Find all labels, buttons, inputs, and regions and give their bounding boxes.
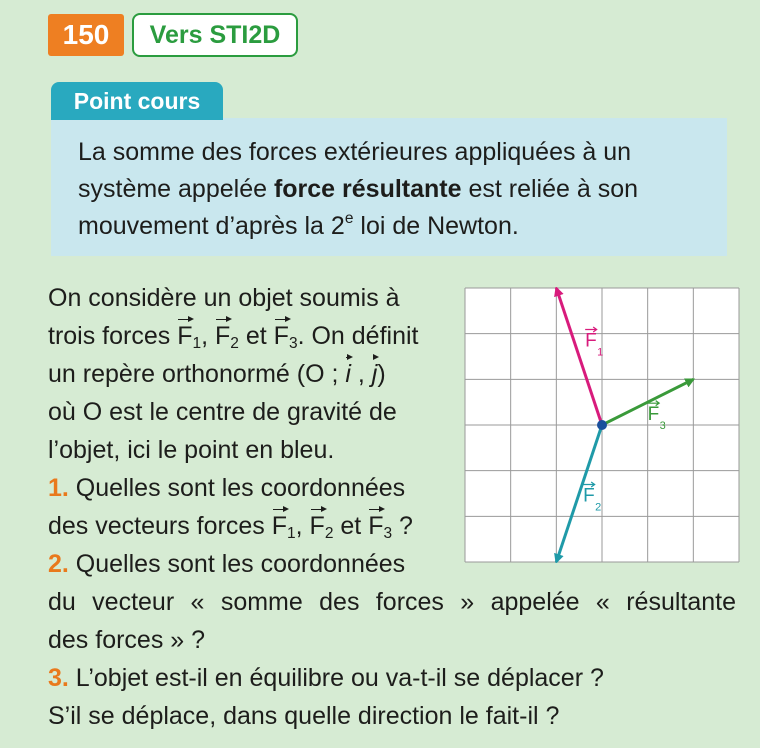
sub-1: 1	[287, 524, 296, 542]
intro-3a: un repère orthonormé (O ;	[48, 360, 346, 388]
sub-2: 2	[230, 334, 239, 352]
pc-sup: e	[344, 210, 354, 228]
intro-2c: . On définit	[297, 322, 419, 350]
pc-line-2a: système appelée	[78, 175, 274, 203]
q1-qmark: ?	[392, 512, 413, 540]
exercise-number: 150	[48, 14, 124, 56]
force-f1-label: F	[585, 330, 597, 352]
force-f1-subscript: 1	[597, 346, 604, 359]
comma: ,	[295, 512, 303, 540]
question-2-line-2: du vecteur « somme des forces » appelée « résultante	[48, 588, 736, 616]
question-1-line-1	[48, 474, 405, 503]
pc-key-term: force résultante	[273, 175, 462, 203]
center-of-gravity-point	[597, 420, 607, 430]
level-tag: Vers STI2D	[132, 13, 298, 57]
pc-line-2	[78, 171, 638, 208]
sub-3: 3	[288, 334, 298, 352]
force-f2-subscript: 2	[595, 501, 602, 514]
vector-i: i	[345, 360, 351, 388]
sub-3: 3	[383, 524, 393, 542]
pc-line-1: La somme des forces extérieures appliquées à un	[78, 138, 632, 166]
sub-2: 2	[324, 524, 334, 542]
comma: ,	[201, 322, 209, 350]
sub-1: 1	[192, 334, 202, 352]
vector-f1: F	[271, 512, 287, 540]
intro-2a: trois forces	[48, 322, 178, 350]
question-1-text: Quelles sont les coordonnées	[68, 474, 406, 502]
intro-2b: et	[238, 322, 274, 350]
intro-line-4: où O est le centre de gravité de	[48, 398, 397, 426]
q1-2a: des vecteurs forces	[48, 512, 272, 540]
point-cours-text	[78, 134, 638, 245]
force-f2-label: F	[583, 485, 595, 507]
vector-f1: F	[177, 322, 193, 350]
vector-f2: F	[309, 512, 325, 540]
intro-line-1: On considère un objet soumis à	[48, 284, 400, 312]
vector-f3: F	[368, 512, 384, 540]
force-diagram	[464, 287, 740, 563]
force-f3-subscript: 3	[659, 420, 666, 433]
question-2-text: Quelles sont les coordonnées	[68, 550, 406, 578]
question-3-line-1	[48, 664, 604, 693]
pc-line-3	[78, 208, 638, 245]
question-2-line-3: des forces » ?	[48, 626, 206, 654]
q1-2b: et	[333, 512, 369, 540]
point-cours-title: Point cours	[51, 82, 223, 120]
pc-line-3b: loi de Newton.	[353, 212, 519, 240]
question-1-line-2	[48, 512, 413, 541]
intro-3b: ,	[350, 360, 372, 388]
intro-line-2	[48, 322, 418, 351]
intro-line-3	[48, 360, 386, 389]
question-3-text: L’objet est-il en équilibre ou va-t-il se déplacer ?	[68, 664, 604, 692]
intro-line-5: l’objet, ici le point en bleu.	[48, 436, 335, 464]
vector-f3: F	[273, 322, 289, 350]
force-f3-label: F	[647, 404, 660, 426]
vector-j: j	[371, 360, 378, 388]
pc-line-2b: est reliée à son	[461, 175, 639, 203]
intro-3c: )	[377, 360, 386, 388]
pc-line-3a: mouvement d’après la 2	[78, 212, 345, 240]
vector-f2: F	[215, 322, 231, 350]
question-1-number: 1.	[48, 474, 69, 502]
question-3-line-2: S’il se déplace, dans quelle direction le fait-il ?	[48, 702, 560, 730]
question-2-line-1	[48, 550, 405, 579]
question-2-number: 2.	[48, 550, 69, 578]
question-3-number: 3.	[48, 664, 69, 692]
